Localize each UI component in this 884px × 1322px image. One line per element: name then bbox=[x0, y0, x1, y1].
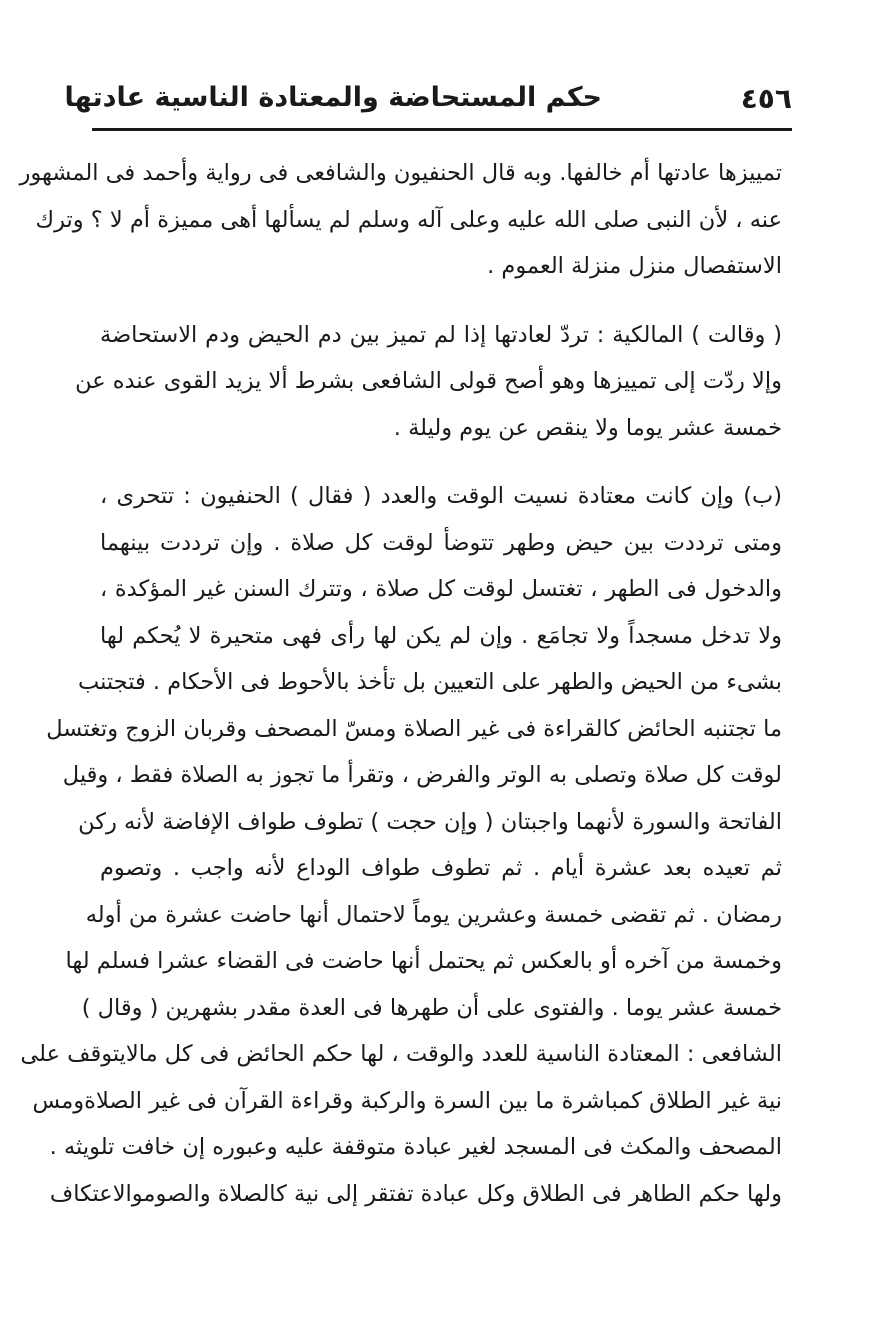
text-line: وخمسة من آخره أو بالعكس ثم يحتمل أنها حاضت فى القضاء عشرا فسلم لها bbox=[65, 948, 782, 974]
paragraph bbox=[20, 473, 782, 1217]
text-line: وإلا ردّت إلى تمييزها وهو أصح قولى الشافعى بشرط ألا يزيد القوى عنده عن bbox=[75, 368, 782, 394]
page-number: ٤٥٦ bbox=[740, 82, 792, 115]
text-line: ومتى ترددت بين حيض وطهر تتوضأ لوقت كل صلاة . وإن ترددت بينهما bbox=[100, 529, 782, 556]
text-line: نية غير الطلاق كمباشرة ما بين السرة والركبة وقراءة القرآن فى غير الصلاةومس bbox=[32, 1087, 782, 1114]
text-line: لوقت كل صلاة وتصلى به الوتر والفرض ، وتقرأ ما تجوز به الصلاة فقط ، وقيل bbox=[62, 762, 782, 788]
paragraph bbox=[75, 312, 782, 452]
text-line: ثم تعيده بعد عشرة أيام . ثم تطوف طواف الوداع لأنه واجب . وتصوم bbox=[100, 855, 782, 881]
text-line: خمسة عشر يوما ولا ينقص عن يوم وليلة . bbox=[393, 414, 782, 441]
paragraph bbox=[19, 150, 782, 290]
paragraph-gap bbox=[100, 451, 782, 473]
text-line: الاستفصال منزل منزلة العموم . bbox=[487, 253, 782, 279]
text-line: عنه ، لأن النبى صلى الله عليه وعلى آله وسلم لم يسألها أهى مميزة أم لا ؟ وترك bbox=[35, 206, 782, 233]
page-header bbox=[64, 78, 792, 128]
text-line: والدخول فى الطهر ، تغتسل لوقت كل صلاة ، وتترك السنن غير المؤكدة ، bbox=[100, 576, 782, 602]
text-line: تمييزها عادتها أم خالفها. وبه قال الحنفيون والشافعى فى رواية وأحمد فى المشهور bbox=[19, 160, 782, 186]
text-line: ولا تدخل مسجداً ولا تجامَع . وإن لم يكن لها رأى فهى متحيرة لا يُحكم لها bbox=[100, 622, 782, 649]
paragraph-gap bbox=[100, 290, 782, 312]
running-title: حكم المستحاضة والمعتادة الناسية عادتها bbox=[64, 82, 602, 113]
text-line: المصحف والمكث فى المسجد لغير عبادة متوقفة عليه وعبوره إن خافت تلويثه . bbox=[49, 1134, 782, 1160]
page-body bbox=[19, 150, 782, 1217]
text-line: رمضان . ثم تقضى خمسة وعشرين يوماً لاحتمال أنها حاضت عشرة من أوله bbox=[85, 901, 782, 928]
header-rule bbox=[92, 128, 792, 131]
text-line: خمسة عشر يوما . والفتوى على أن طهرها فى العدة مقدر بشهرين ( وقال ) bbox=[81, 994, 782, 1021]
text-line: ما تجتنبه الحائض كالقراءة فى غير الصلاة ومسّ المصحف وقربان الزوج وتغتسل bbox=[46, 715, 782, 742]
text-line: ولها حكم الطاهر فى الطلاق وكل عبادة تفتقر إلى نية كالصلاة والصوموالاعتكاف bbox=[49, 1180, 782, 1207]
text-line: (ب) وإن كانت معتادة نسيت الوقت والعدد ( فقال ) الحنفيون : تتحرى ، bbox=[100, 483, 782, 509]
text-line: الفاتحة والسورة لأنهما واجبتان ( وإن حجت ) تطوف طواف الإفاضة لأنه ركن bbox=[78, 808, 782, 835]
text-line: ( وقالت ) المالكية : تردّ لعادتها إذا لم تميز بين دم الحيض ودم الاستحاضة bbox=[100, 321, 782, 348]
text-line: الشافعى : المعتادة الناسية للعدد والوقت ، لها حكم الحائض فى كل مالايتوقف على bbox=[20, 1041, 782, 1067]
text-line: بشىء من الحيض والطهر على التعيين بل تأخذ بالأحوط فى الأحكام . فتجتنب bbox=[78, 669, 782, 695]
